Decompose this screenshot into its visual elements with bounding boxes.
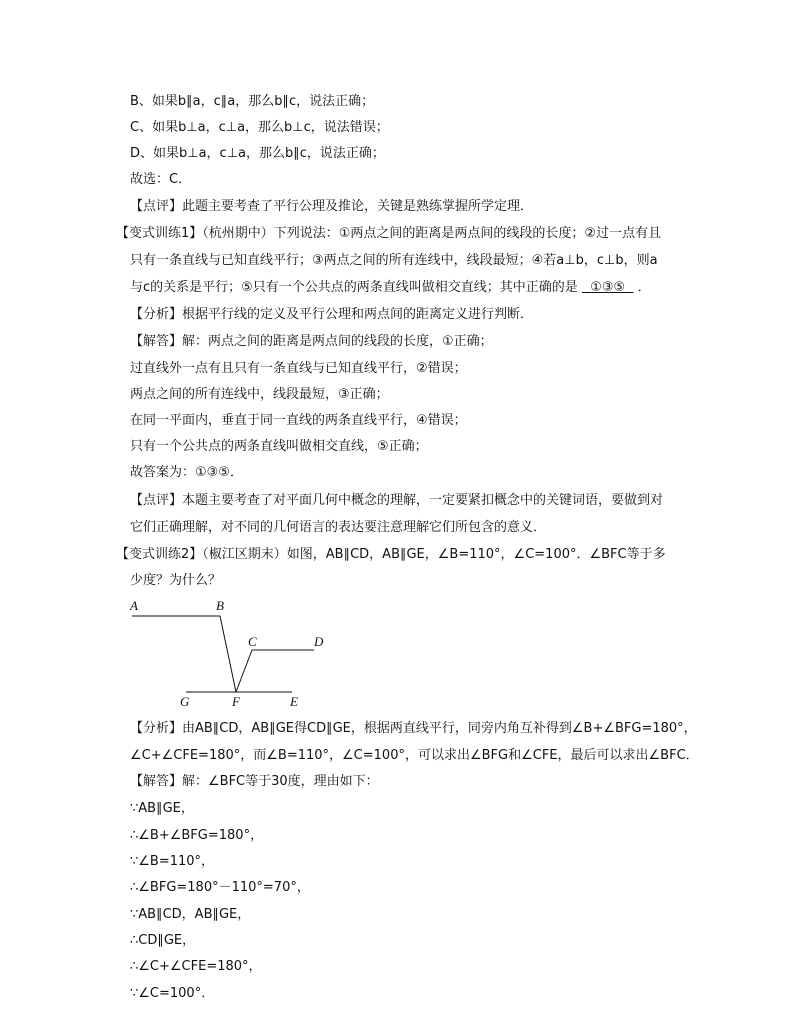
text-line-17: 它们正确理解，对不同的几何语言的表达要注意理解它们所包含的意义． (130, 520, 547, 535)
text-line-4: 故选：C． (130, 172, 192, 187)
label-a: A (130, 598, 138, 613)
answer-value: ①③⑤ (590, 280, 626, 295)
text-line-3: D、如果b⊥a，c⊥a，那么b∥c，说法正确； (130, 146, 385, 161)
question-stem-end: 与c的关系是平行；⑤只有一个公共点的两条直线叫做相交直线；其中正确的是 (130, 280, 578, 295)
text-line-9: 【分析】根据平行线的定义及平行公理和两点间的距离定义进行判断． (130, 307, 534, 322)
text-line-27: ∵AB∥CD，AB∥GE， (130, 907, 251, 922)
label-c: C (248, 634, 257, 649)
text-line-15: 故答案为：①③⑤． (130, 465, 243, 480)
label-e: E (290, 694, 298, 708)
text-line-6: 【变式训练1】（杭州期中）下列说法：①两点之间的距离是两点间的线段的长度；②过一点有且 (116, 226, 662, 241)
text-line-13: 在同一平面内，垂直于同一直线的两条直线平行，④错误； (130, 413, 467, 428)
text-line-7: 只有一条直线与已知直线平行；③两点之间的所有连线中，线段最短；④若a⊥b，c⊥b，则a (130, 253, 658, 268)
text-line-18: 【变式训练2】（椒江区期末）如图，AB∥CD，AB∥GE，∠B=110°，∠C=100°．∠BFC等于多 (116, 547, 666, 562)
text-line-23: ∵AB∥GE， (130, 801, 194, 816)
text-line-20: 【分析】由AB∥CD，AB∥GE得CD∥GE，根据两直线平行，同旁内角互补得到∠B+∠BFG=180°， (130, 721, 697, 736)
text-line-14: 只有一个公共点的两条直线叫做相交直线，⑤正确； (130, 439, 428, 454)
text-line-25: ∵∠B=110°， (130, 854, 215, 869)
text-line-28: ∴CD∥GE， (130, 933, 196, 948)
text-line-1: B、如果b∥a，c∥a，那么b∥c，说法正确； (130, 94, 375, 109)
text-line-30: ∵∠C=100°． (130, 986, 215, 1001)
text-line-26: ∴∠BFG=180°－110°=70°， (130, 880, 310, 895)
label-d: D (314, 634, 324, 649)
text-line-10: 【解答】解：两点之间的距离是两点间的线段的长度，①正确； (130, 334, 493, 349)
line-bf (220, 616, 236, 692)
text-line-11: 过直线外一点有且只有一条直线与已知直线平行，②错误； (130, 361, 467, 376)
text-line-24: ∴∠B+∠BFG=180°， (130, 828, 264, 843)
text-line-12: 两点之间的所有连线中，线段最短，③正确； (130, 387, 389, 402)
text-line-29: ∴∠C+∠CFE=180°， (130, 959, 262, 974)
geometry-figure (120, 596, 340, 708)
answer-blank (582, 280, 634, 295)
label-g: G (180, 694, 190, 708)
text-line-8 (130, 278, 651, 298)
answer-blank-end: ． (637, 280, 651, 295)
text-line-22: 【解答】解：∠BFC等于30度，理由如下： (130, 774, 379, 789)
label-f: F (232, 694, 240, 708)
text-line-19: 少度？为什么？ (130, 573, 222, 588)
text-line-5: 【点评】此题主要考查了平行公理及推论，关键是熟练掌握所学定理． (130, 199, 534, 214)
label-b: B (216, 598, 224, 613)
text-line-2: C、如果b⊥a，c⊥a，那么b⊥c，说法错误； (130, 120, 389, 135)
line-fc (236, 650, 252, 692)
text-line-21: ∠C+∠CFE=180°，而∠B=110°，∠C=100°，可以求出∠BFG和∠CFE，最后可以求出∠BFC． (130, 748, 699, 763)
text-line-16: 【点评】本题主要考查了对平面几何中概念的理解，一定要紧扣概念中的关键词语，要做到对 (130, 493, 664, 508)
